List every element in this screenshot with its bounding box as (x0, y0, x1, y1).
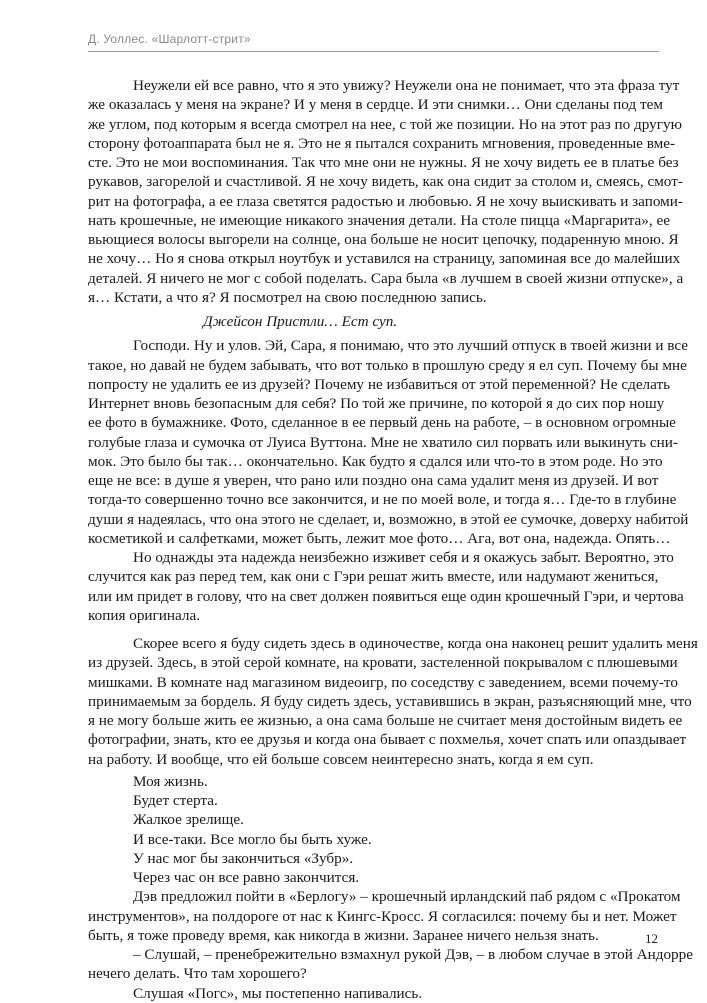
paragraph (88, 791, 657, 810)
text-line: не хочу… Но я снова открыл ноутбук и уставился на страницу, запоминая все до малейших (88, 250, 681, 268)
paragraph (88, 548, 684, 625)
text-line: мишками. В комнате над магазином видеоигр, по соседству с заведением, всеми почему-то (88, 673, 678, 691)
text-line: фотографии, знать, кто ее друзья и когда она бывает с похмелья, хочет спать или опаздывает (88, 731, 687, 749)
text-line: инструментов», на полдороге от нас к Кингс-Кросс. Я согласился: почему бы и нет. Может (88, 907, 677, 925)
paragraph (88, 76, 684, 307)
body-text (88, 76, 698, 1003)
text-line: случится как раз перед тем, как они с Гэри решат жить вместе, или надумают жениться, (88, 568, 659, 586)
text-line: на работу. И вообще, что ей больше совсем неинтересно знать, когда я ем суп. (88, 750, 594, 768)
text-line: нечего делать. Что там хорошего? (88, 965, 307, 983)
text-line: Слушая «Погс», мы постепенно напивались. (133, 984, 423, 1002)
text-line: принимаемым за бордель. Я буду сидеть здесь, уставившись в экран, разъясняющий мне, что (88, 692, 692, 710)
text-line: У нас мог бы закончиться «Зубр». (133, 849, 354, 867)
text-line: Жалкое зрелище. (133, 811, 244, 829)
text-line: Скорее всего я буду сидеть здесь в одиночестве, когда она наконец решит удалить меня (133, 635, 698, 652)
paragraph (88, 887, 681, 945)
text-line: я… Кстати, а что я? Я посмотрел на свою последнюю запись. (88, 288, 487, 306)
text-line: вьющиеся волосы выгорели на солнце, она больше не носит цепочку, подаренную мною. Я (88, 231, 679, 248)
text-line: рукавов, загорелой и счастливой. Я не хочу видеть, как она сидит за столом и, смеясь, смот- (88, 173, 683, 191)
text-line: Джейсон Пристли… Ест суп. (203, 313, 398, 330)
text-line: ее фото в бумажнике. Фото, сделанное в ее первый день на работе, – в основном огромные (88, 414, 676, 432)
text-line: копия оригинала. (88, 606, 201, 624)
paragraph (88, 849, 657, 868)
paragraph (88, 336, 689, 548)
text-line: я не могу больше жить ее жизнью, а она сама больше не считает меня достойным видеть ее (88, 712, 683, 729)
text-line: Через час он все равно закончится. (133, 869, 360, 886)
paragraph (88, 830, 657, 849)
text-line: сторону фотоаппарата был не я. Это не я пытался сохранить мгновения, проведенные вме- (88, 134, 676, 152)
text-line: Господи. Ну и улов. Эй, Сара, я понимаю, что это лучший отпуск в твоей жизни и все (133, 337, 689, 355)
text-line: души я надеялась, что она этого не сделает, и, возможно, в этой ее сумочке, доверху набитой (88, 510, 689, 528)
text-line: голубые глаза и сумочка от Луиса Вуттона. Мне не хватило сил порвать или выкинуть сни- (88, 433, 678, 451)
paragraph (88, 634, 698, 769)
text-line: сте. Это не мои воспоминания. Так что мне они не нужны. Я не хочу видеть ее в платье без (88, 154, 679, 171)
text-line: Но однажды эта надежда неизбежно изживет себя и я окажусь забыт. Вероятно, это (133, 549, 674, 566)
text-line: Моя жизнь. (133, 772, 208, 790)
text-line: из друзей. Здесь, в этой серой комнате, на кровати, застеленной покрывалом с плюшевыми (88, 654, 678, 672)
text-line: тогда-то совершенно точно все закончится, и не по моей воле, и тогда я… Где-то в глубине (88, 491, 677, 509)
text-line: косметикой и салфетками, может быть, лежит мое фото… Ага, вот она, надежда. Опять… (88, 529, 671, 547)
paragraph (88, 868, 657, 887)
paragraph (88, 945, 693, 984)
text-line: такое, но давай не будем забывать, что вот только в прошлую среду я ел суп. Почему бы мне (88, 356, 687, 374)
page-number: 12 (645, 931, 658, 946)
text-line: Интернет вновь безопасным для себя? По той же причине, по которой я до сих пор ношу (88, 395, 665, 412)
text-line: мок. Это было бы так… окончательно. Как будто я сдался или что-то в этом роде. Но это (88, 452, 663, 470)
text-line: И все-таки. Все могло бы быть хуже. (133, 830, 372, 848)
running-head-title: Д. Уоллес. «Шарлотт-стрит» (88, 32, 251, 46)
header-rule (88, 51, 659, 52)
text-line: Будет стерта. (133, 792, 218, 809)
text-line: же углом, под которым я всегда смотрел на нее, с той же позиции. Но на этот раз по другую (88, 115, 682, 133)
text-line: – Слушай, – пренебрежительно взмахнул рукой Дэв, – в любом случае в этой Андорре (133, 946, 693, 963)
paragraph (88, 772, 657, 791)
text-line: еще не все: в душе я уверен, что рано или поздно она сама удалит меня из друзей. И вот (88, 472, 659, 489)
text-line: или им придет в голову, что на свет должен появиться еще один крошечный Гэри, и чертова (88, 587, 684, 605)
text-line: деталей. Я ничего не мог с собой поделать. Сара была «в лучшем в своей жизни отпуске», а (88, 269, 684, 287)
epigraph (203, 312, 657, 331)
text-line: Неужели ей все равно, что я это увижу? Неужели она не понимает, что эта фраза тут (133, 77, 680, 94)
text-line: Дэв предложил пойти в «Берлогу» – крошечный ирландский паб рядом с «Прокатом (133, 888, 681, 906)
text-line: попросту не удалить ее из друзей? Почему не избавиться от этой переменной? Не сделать (88, 375, 671, 393)
text-line: же оказалась у меня на экране? И у меня в сердце. И эти снимки… Они сделаны под тем (88, 96, 663, 114)
text-line: нать крошечные, не имеющие никакого значения детали. На столе пицца «Маргарита», ее (88, 211, 670, 229)
text-line: быть, я тоже проведу время, как никогда в жизни. Заранее ничего нельзя знать. (88, 926, 599, 944)
paragraph (88, 810, 657, 829)
text-line: рит на фотографа, а ее глаза светятся радостью и любовью. Я не хочу выискивать и запоми- (88, 192, 683, 210)
